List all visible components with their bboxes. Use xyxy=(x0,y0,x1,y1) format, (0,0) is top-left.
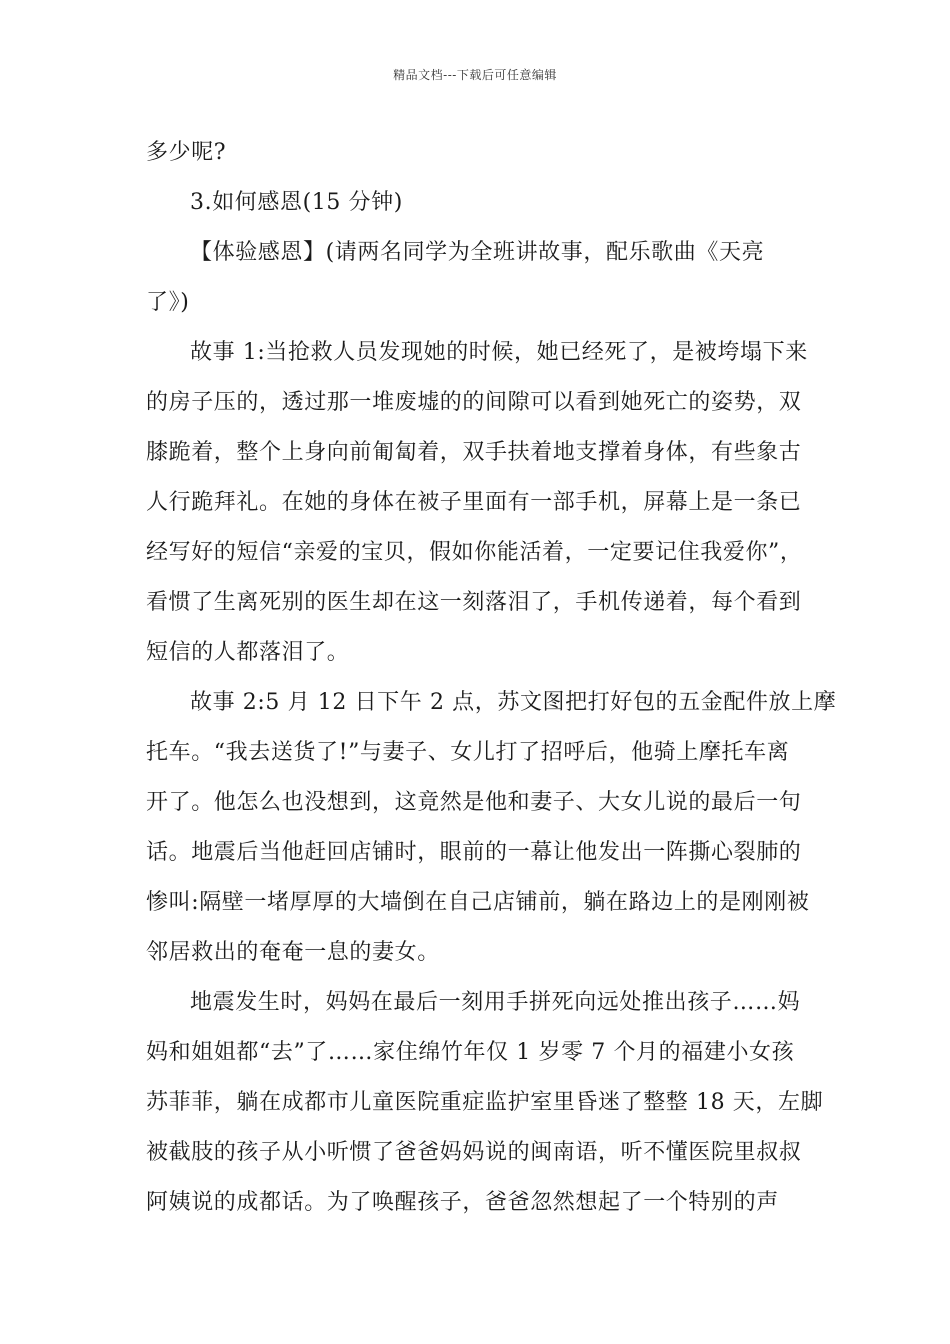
text-line: 话。地震后当他赶回店铺时，眼前的一幕让他发出一阵撕心裂肺的 xyxy=(146,840,802,865)
text-line: 妈和姐姐都“去”了……家住绵竹年仅 1 岁零 7 个月的福建小女孩 xyxy=(146,1040,795,1065)
text-line: 被截肢的孩子从小听惯了爸爸妈妈说的闽南语，听不懂医院里叔叔 xyxy=(146,1140,802,1165)
text-line: 托车。“我去送货了!”与妻子、女儿打了招呼后，他骑上摩托车离 xyxy=(146,740,790,765)
section-heading: 3.如何感恩(15 分钟) xyxy=(190,190,403,215)
text-line: 邻居救出的奄奄一息的妻女。 xyxy=(146,940,440,965)
text-line: 人行跪拜礼。在她的身体在被子里面有一部手机，屏幕上是一条已 xyxy=(146,490,802,515)
text-line: 膝跪着，整个上身向前匍匐着，双手扶着地支撑着身体，有些象古 xyxy=(146,440,802,465)
text-line: 看惯了生离死别的医生却在这一刻落泪了，手机传递着，每个看到 xyxy=(146,590,802,615)
document-body xyxy=(146,128,837,1228)
paragraph-line: 地震发生时，妈妈在最后一刻用手拼死向远处推出孩子……妈 xyxy=(190,990,801,1015)
text-line: 惨叫:隔壁一堵厚厚的大墙倒在自己店铺前，躺在路边上的是刚刚被 xyxy=(146,890,810,915)
text-line: 开了。他怎么也没想到，这竟然是他和妻子、大女儿说的最后一句 xyxy=(146,790,802,815)
text-line: 经写好的短信“亲爱的宝贝，假如你能活着，一定要记住我爱你”， xyxy=(146,540,803,565)
page-header: 精品文档---下载后可任意编辑 xyxy=(393,68,557,82)
text-line: 短信的人都落泪了。 xyxy=(146,640,350,665)
paragraph-line: 【体验感恩】(请两名同学为全班讲故事，配乐歌曲《天亮 xyxy=(190,240,765,265)
paragraph-line: 故事 1:当抢救人员发现她的时候，她已经死了，是被垮塌下来 xyxy=(190,340,808,365)
text-line: 了》) xyxy=(146,290,190,315)
text-line: 的房子压的，透过那一堆废墟的的间隙可以看到她死亡的姿势，双 xyxy=(146,390,802,415)
text-line: 苏菲菲，躺在成都市儿童医院重症监护室里昏迷了整整 18 天，左脚 xyxy=(146,1090,824,1115)
text-line: 阿姨说的成都话。为了唤醒孩子，爸爸忽然想起了一个特别的声 xyxy=(146,1190,779,1215)
paragraph-line: 故事 2:5 月 12 日下午 2 点，苏文图把打好包的五金配件放上摩 xyxy=(190,690,837,715)
text-line: 多少呢? xyxy=(146,140,227,165)
